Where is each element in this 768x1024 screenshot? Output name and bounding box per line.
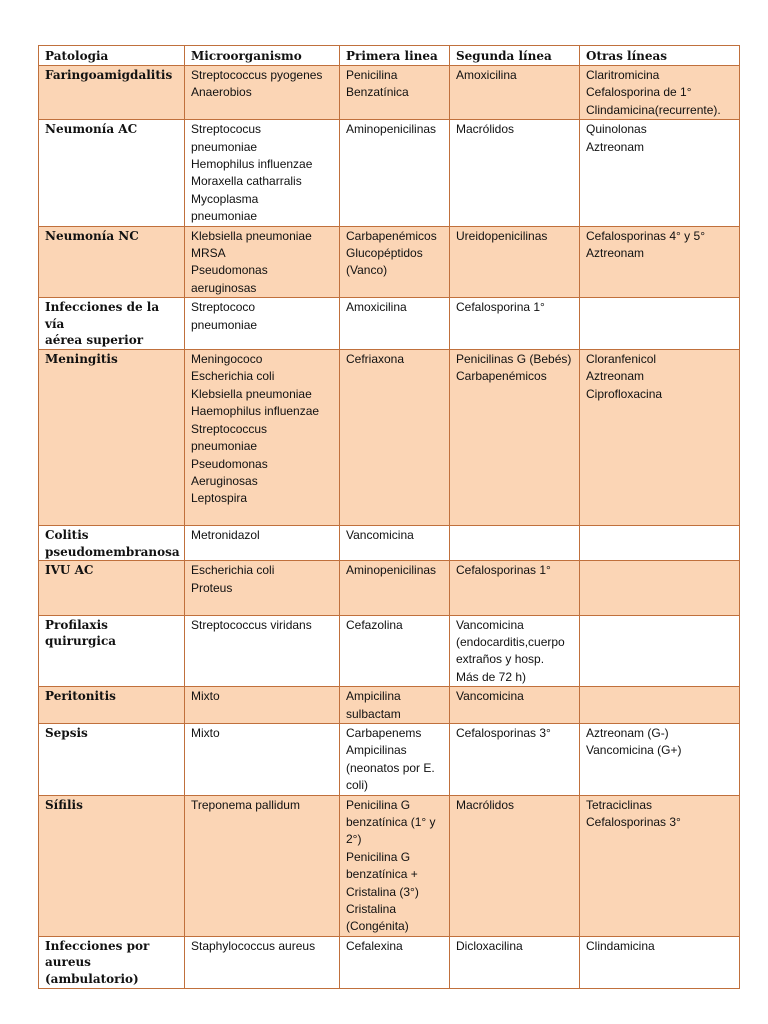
cell-line: 2°) [346,832,362,847]
cell-line: Sepsis [45,725,88,740]
cell-line: pneumoniae [191,317,258,332]
segunda-linea-cell [450,723,580,795]
cell-line: Aminopenicilinas [346,122,437,137]
cell-line: Staphylococcus aureus [191,938,316,953]
cell-line: pseudomembranosa [45,544,180,559]
cell-line: Vancomicina [456,689,524,704]
table-row [39,615,740,687]
segunda-linea-cell [450,561,580,615]
cell-line: Cefalosporina de 1° [586,85,692,100]
otras-lineas-cell [580,120,740,226]
cell-line: Cefalexina [346,938,403,953]
cell-line: Aztreonam (G-) [586,725,669,740]
patologia-cell [39,120,185,226]
patologia-cell [39,526,185,561]
cell-line: Aztreonam [586,139,645,154]
cell-line: pneumoniae [191,139,258,154]
cell-line: Cefazolina [346,617,403,632]
primera-linea-cell [340,350,450,526]
cell-line: Carbapenémicos [346,228,437,243]
cell-line: sulbactam [346,706,401,721]
otras-lineas-cell [580,936,740,988]
cell-line: Neumonía AC [45,122,138,137]
cell-line: Ampicilinas [346,743,407,758]
cell-line: Faringoamigdalitis [45,68,173,82]
cell-line: Cefalosporinas 3° [586,815,681,829]
cell-line: Macrólidos [456,797,515,812]
cell-line: IVU AC [45,563,94,578]
segunda-linea-cell [450,526,580,561]
primera-linea-cell [340,687,450,724]
cell-line: pneumoniae [191,209,258,224]
microorganismo-cell [185,615,340,687]
segunda-linea-cell [450,615,580,687]
otras-lineas-cell [580,687,740,724]
cell-line: Profilaxis quirurgica [45,617,117,649]
cell-line: Amoxicilina [346,300,407,315]
cell-line: Clindamicina [586,938,655,953]
cell-line: Infecciones por [45,938,150,953]
patologia-cell [39,687,185,724]
cell-line: Mixto [191,689,220,704]
table-row [39,723,740,795]
cell-line [191,597,334,614]
microorganismo-cell [185,795,340,936]
otras-lineas-cell [580,561,740,615]
cell-line: Proteus [191,580,233,595]
cell-line: (endocarditis,cuerpo [456,634,565,649]
cell-line: Mixto [191,725,220,740]
table-header-row [39,46,740,66]
primera-linea-cell [340,66,450,120]
primera-linea-cell [340,936,450,988]
cell-line: Colitis [45,528,89,543]
otras-lineas-cell [580,526,740,561]
table-row [39,526,740,561]
cell-line: (Vanco) [346,263,388,278]
primera-linea-cell [340,723,450,795]
segunda-linea-cell [450,936,580,988]
header-otras-lineas: Otras líneas [580,46,740,66]
cell-line: Cefriaxona [346,352,405,367]
cell-line: Claritromicina [586,68,660,82]
patologia-cell [39,561,185,615]
header-segunda-linea: Segunda línea [450,46,580,66]
cell-line: Escherichia coli [191,563,275,578]
patologia-cell [39,615,185,687]
cell-line: benzatínica + [346,867,418,882]
cell-line: Pseudomonas [191,263,268,278]
cell-line: (ambulatorio) [45,972,139,987]
patologia-cell [39,226,185,298]
cell-line: Hemophilus influenzae [191,157,313,172]
cell-line: Streptococcus pyogenes [191,68,323,82]
segunda-linea-cell [450,795,580,936]
table-row [39,66,740,120]
cell-line: Glucopéptidos [346,246,423,261]
cell-line: Mycoplasma [191,191,259,206]
microorganismo-cell [185,350,340,526]
cell-line: Penicilinas G (Bebés) [456,352,572,367]
table-body [39,66,740,989]
microorganismo-cell [185,687,340,724]
primera-linea-cell [340,226,450,298]
patologia-cell [39,350,185,526]
otras-lineas-cell [580,723,740,795]
cell-line: Metronidazol [191,528,260,543]
cell-line: Aztreonam [586,369,645,384]
microorganismo-cell [185,723,340,795]
cell-line: Haemophilus influenzae [191,404,320,419]
cell-line: pneumoniae [191,439,258,454]
cell-line: Macrólidos [456,122,515,137]
header-patologia: Patologia [39,46,185,66]
cell-line: Cefalosporinas 1° [456,563,551,578]
cell-line: Clindamicina(recurrente). [586,102,721,117]
cell-line: Tetraciclinas [586,797,653,812]
cell-line: Meningitis [45,352,118,367]
microorganismo-cell [185,526,340,561]
cell-line: Ureidopenicilinas [456,228,548,243]
cell-line: Pseudomonas [191,456,268,471]
primera-linea-cell [340,120,450,226]
segunda-linea-cell [450,120,580,226]
otras-lineas-cell [580,226,740,298]
patologia-cell [39,298,185,350]
cell-line: (neonatos por E. [346,760,435,775]
cell-line: Sífilis [45,797,83,812]
cell-line: extraños y hosp. [456,652,545,667]
cell-line: Anaerobios [191,85,252,100]
cell-line: Cefalosporinas 3° [456,725,551,740]
cell-line: Streptococcus [191,421,268,436]
cell-line: Ampicilina [346,689,401,704]
cell-line: Peritonitis [45,689,116,704]
otras-lineas-cell [580,66,740,120]
table-row [39,936,740,988]
cell-line: Aeruginosas [191,473,258,488]
patologia-cell [39,795,185,936]
microorganismo-cell [185,298,340,350]
cell-line: Cristalina [346,902,397,917]
cell-line: Cefalosporinas 4° y 5° [586,228,705,243]
cell-line: Más de 72 h) [456,669,527,684]
patologia-cell [39,936,185,988]
cell-line: Cristalina (3°) [346,884,419,899]
primera-linea-cell [340,615,450,687]
cell-line: Vancomicina (G+) [586,743,682,758]
cell-line: Klebsiella pneumoniae [191,228,312,243]
cell-line: aérea superior [45,333,144,348]
cell-line: Klebsiella pneumoniae [191,386,312,401]
cell-line: Streptococo [191,300,256,315]
otras-lineas-cell [580,298,740,350]
cell-line: Carbapenémicos [456,369,547,384]
segunda-linea-cell [450,298,580,350]
microorganismo-cell [185,561,340,615]
cell-line: Ciprofloxacina [586,386,663,401]
antibiotic-table [38,45,740,989]
cell-line: Penicilina [346,68,398,82]
primera-linea-cell [340,298,450,350]
cell-line: Cloranfenicol [586,352,657,367]
cell-line: Dicloxacilina [456,938,523,953]
microorganismo-cell [185,226,340,298]
segunda-linea-cell [450,687,580,724]
cell-line: Streptococcus viridans [191,617,312,632]
patologia-cell [39,66,185,120]
table-row [39,350,740,526]
cell-line: Neumonía NC [45,228,139,243]
cell-line: Streptococus [191,122,262,137]
table-row [39,795,740,936]
header-microorganismo: Microorganismo [185,46,340,66]
cell-line: MRSA [191,246,226,261]
cell-line: Vancomicina [346,528,414,543]
table-row [39,226,740,298]
cell-line: coli) [346,778,369,793]
cell-line [191,508,334,525]
cell-line: Penicilina G [346,849,411,864]
cell-line: Leptospira [191,491,248,506]
cell-line: Infecciones de la vía [45,300,164,331]
cell-line: Aztreonam [586,246,645,261]
cell-line: Penicilina G [346,797,411,812]
otras-lineas-cell [580,615,740,687]
document-page [38,45,739,989]
table-row [39,687,740,724]
cell-line: Escherichia coli [191,369,275,384]
cell-line: Aminopenicilinas [346,563,437,578]
cell-line: (Congénita) [346,919,409,934]
table-row [39,120,740,226]
segunda-linea-cell [450,66,580,120]
cell-line: Cefalosporina 1° [456,300,545,315]
header-primera-linea: Primera linea [340,46,450,66]
cell-line: Quinolonas [586,122,647,137]
segunda-linea-cell [450,226,580,298]
microorganismo-cell [185,120,340,226]
cell-line: Treponema pallidum [191,797,300,812]
cell-line: Moraxella catharralis [191,174,302,189]
cell-line: aeruginosas [191,280,257,295]
otras-lineas-cell [580,350,740,526]
microorganismo-cell [185,66,340,120]
segunda-linea-cell [450,350,580,526]
cell-line: Vancomicina [456,617,524,632]
primera-linea-cell [340,561,450,615]
patologia-cell [39,723,185,795]
cell-line: Benzatínica [346,85,409,100]
primera-linea-cell [340,795,450,936]
primera-linea-cell [340,526,450,561]
microorganismo-cell [185,936,340,988]
cell-line: Amoxicilina [456,68,517,82]
table-row [39,298,740,350]
otras-lineas-cell [580,795,740,936]
cell-line: aureus [45,955,91,970]
table-row [39,561,740,615]
cell-line: benzatínica (1° y [346,815,436,829]
cell-line: Meningococo [191,352,263,367]
cell-line: Carbapenems [346,725,422,740]
